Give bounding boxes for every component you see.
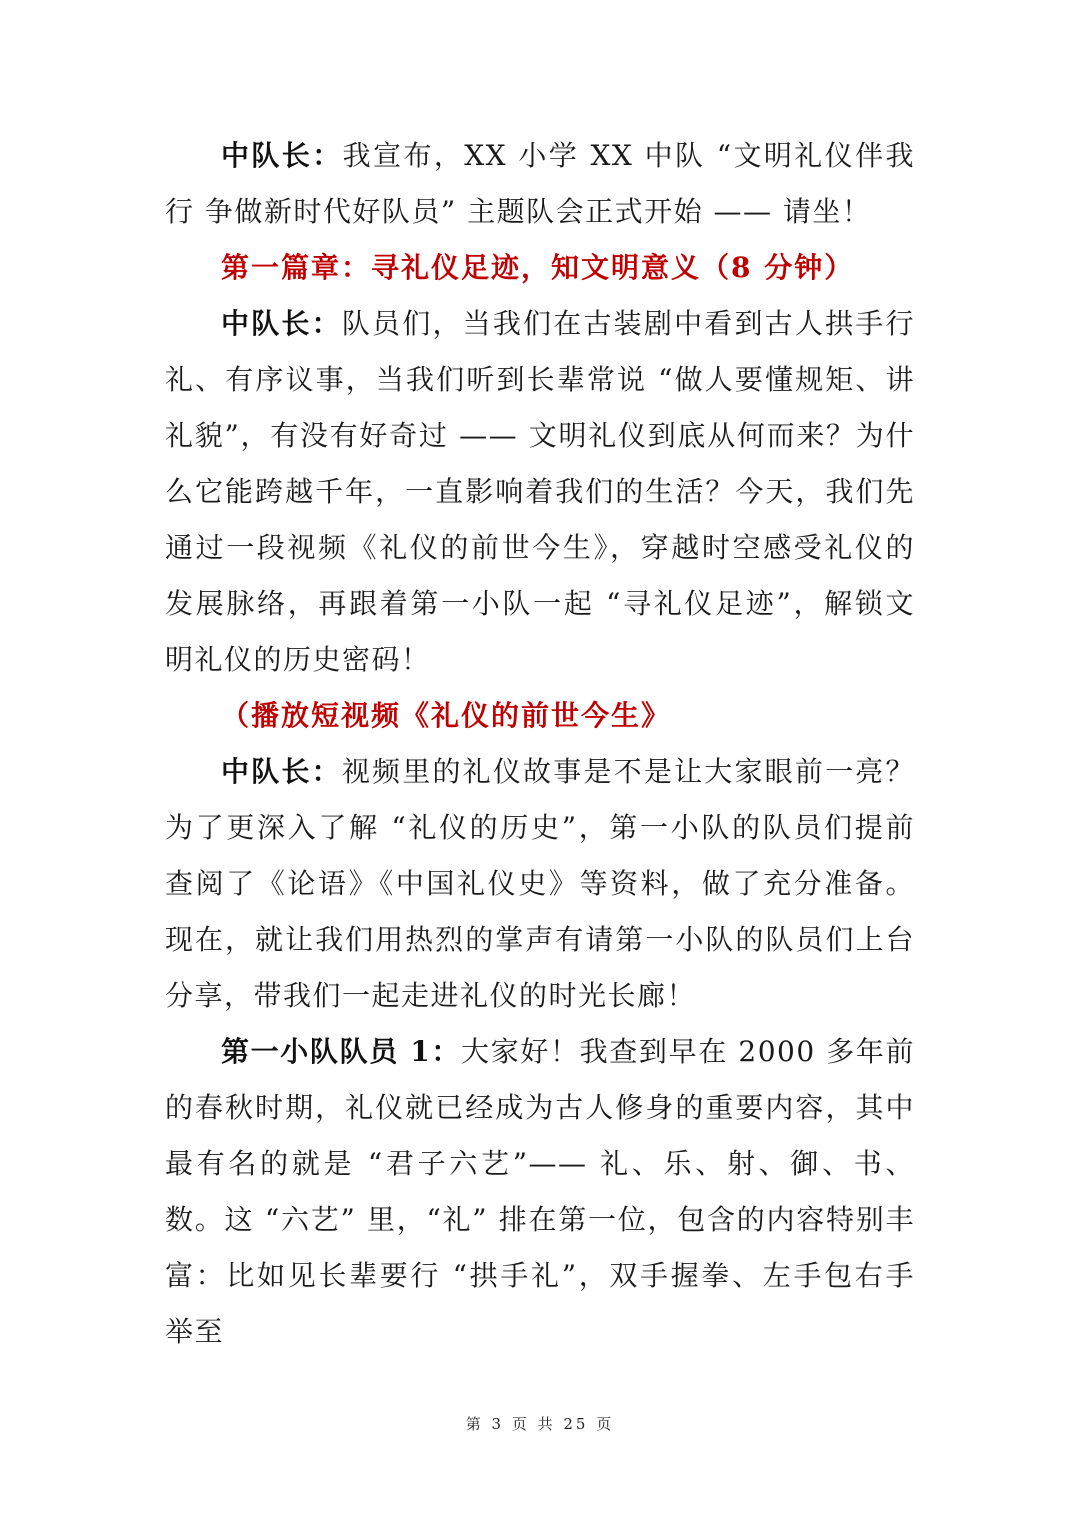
paragraph-member-1 — [165, 1024, 915, 1360]
paragraph-intro — [165, 296, 915, 688]
paragraph-text: 大家好！我查到早在 2000 多年前的春秋时期，礼仪就已经成为古人修身的重要内容，其中最有名的就是 “君子六艺”—— 礼、乐、射、御、书、数。这 “六艺” 里，“礼” 排在第一位，包含的内容特别丰富：比如见长辈要行 “拱手礼”，双手握拳、左手包右手举至 — [165, 1035, 915, 1348]
paragraph-opening — [165, 128, 915, 240]
speaker-label: 中队长： — [221, 139, 343, 172]
paragraph-text: 队员们，当我们在古装剧中看到古人拱手行礼、有序议事，当我们听到长辈常说 “做人要懂规矩、讲礼貌”，有没有好奇过 —— 文明礼仪到底从何而来？为什么它能跨越千年，一直影响着我们的生活？今天，我们先通过一段视频《礼仪的前世今生》，穿越时空感受礼仪的发展脉络，再跟着第一小队一起 “寻礼仪足迹”，解锁文明礼仪的历史密码！ — [165, 307, 915, 676]
document-body — [165, 128, 915, 1360]
speaker-label: 第一小队队员 1： — [221, 1035, 462, 1068]
speaker-label: 中队长： — [221, 307, 342, 340]
stage-direction-video: （播放短视频《礼仪的前世今生》 — [221, 699, 672, 732]
page-number-footer: 第 3 页 共 25 页 — [465, 1415, 615, 1433]
paragraph-text: 我宣布，XX 小学 XX 中队 “文明礼仪伴我行 争做新时代好队员” 主题队会正式开始 —— 请坐！ — [165, 139, 915, 228]
paragraph-text: 视频里的礼仪故事是不是让大家眼前一亮？为了更深入了解 “礼仪的历史”，第一小队的队员们提前查阅了《论语》《中国礼仪史》等资料，做了充分准备。现在，就让我们用热烈的掌声有请第一小队的队员们上台分享，带我们一起走进礼仪的时光长廊！ — [165, 755, 915, 1012]
chapter-heading: 第一篇章：寻礼仪足迹，知文明意义（8 分钟） — [221, 251, 855, 284]
speaker-label: 中队长： — [221, 755, 342, 788]
paragraph-transition — [165, 744, 915, 1024]
